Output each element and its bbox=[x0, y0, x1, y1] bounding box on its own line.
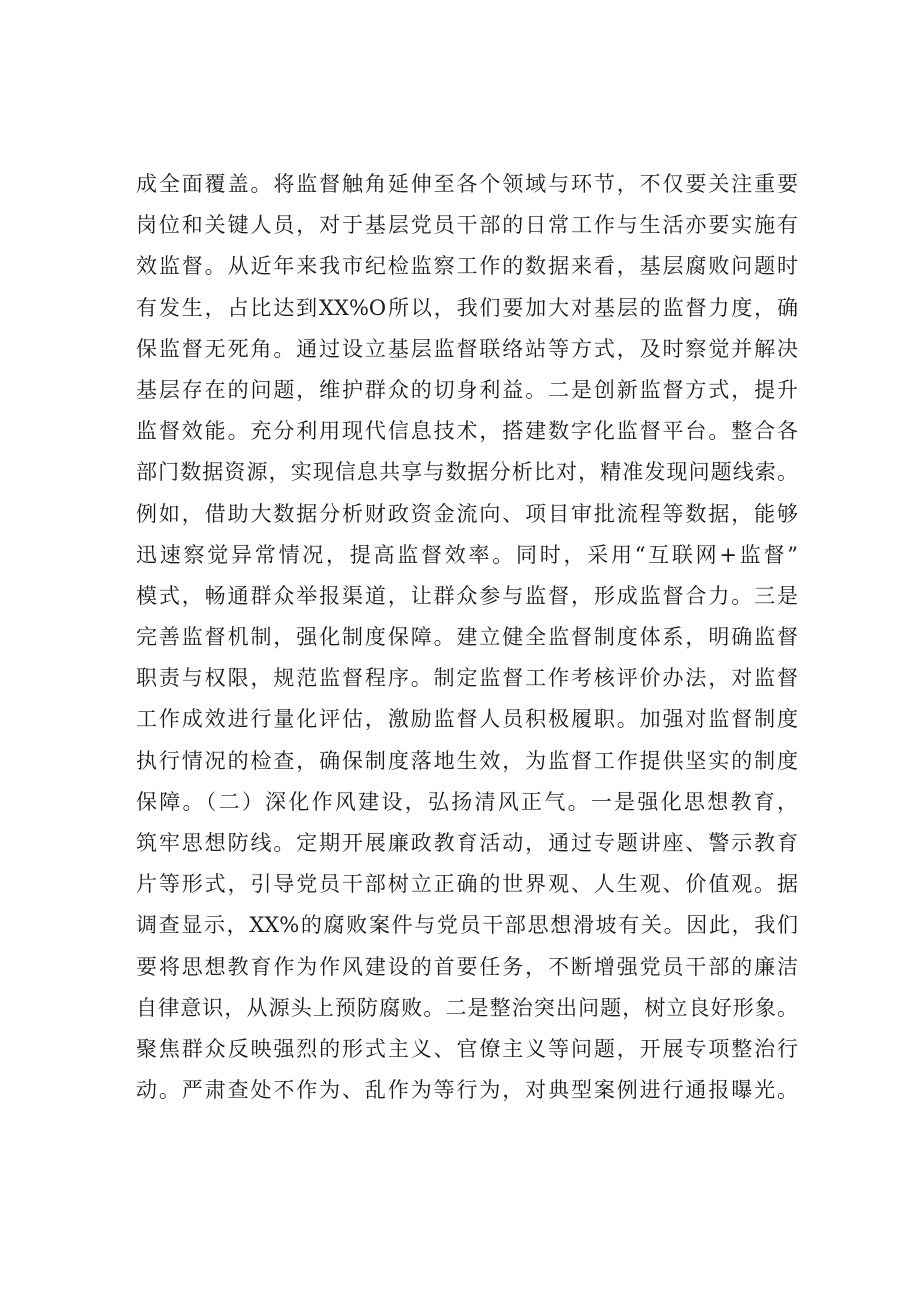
text-line: 动。严肃查处不作为、乱作为等行为，对典型案例进行通报曝光。 bbox=[136, 1078, 798, 1103]
text-line: 调查显示，XX%的腐败案件与党员干部思想滑坡有关。因此，我们 bbox=[136, 913, 798, 938]
text-line: 有发生，占比达到XX%O所以，我们要加大对基层的监督力度，确 bbox=[136, 295, 798, 320]
text-line: 基层存在的问题，维护群众的切身利益。二是创新监督方式，提升 bbox=[136, 377, 798, 402]
text-line: 效监督。从近年来我市纪检监察工作的数据来看，基层腐败问题时 bbox=[136, 254, 798, 279]
text-line: 完善监督机制，强化制度保障。建立健全监督制度体系，明确监督 bbox=[136, 625, 798, 650]
text-line: 成全面覆盖。将监督触角延伸至各个领域与环节，不仅要关注重要 bbox=[136, 172, 798, 196]
text-line: 例如，借助大数据分析财政资金流向、项目审批流程等数据，能够 bbox=[136, 501, 798, 526]
text-line: 职责与权限，规范监督程序。制定监督工作考核评价办法，对监督 bbox=[136, 666, 798, 691]
text-line: 岗位和关键人员，对于基层党员干部的日常工作与生活亦要实施有 bbox=[136, 213, 798, 238]
text-line: 片等形式，引导党员干部树立正确的世界观、人生观、价值观。据 bbox=[136, 872, 798, 897]
text-line: 自律意识，从源头上预防腐败。二是整治突出问题，树立良好形象。 bbox=[136, 995, 798, 1020]
text-line: 迅速察觉异常情况，提高监督效率。同时，采用“互联网+监督” bbox=[136, 542, 798, 567]
text-line: 聚焦群众反映强烈的形式主义、官僚主义等问题，开展专项整治行 bbox=[136, 1036, 798, 1061]
body-text bbox=[136, 164, 798, 1111]
text-line: 模式，畅通群众举报渠道，让群众参与监督，形成监督合力。三是 bbox=[136, 583, 798, 608]
text-line: 工作成效进行量化评估，激励监督人员积极履职。加强对监督制度 bbox=[136, 707, 798, 732]
text-line: 部门数据资源，实现信息共享与数据分析比对，精准发现问题线索。 bbox=[136, 460, 798, 485]
text-line: 监督效能。充分利用现代信息技术，搭建数字化监督平台。整合各 bbox=[136, 419, 798, 444]
text-line: 保障。（二）深化作风建设，弘扬清风正气。一是强化思想教育， bbox=[136, 789, 798, 814]
text-line: 要将思想教育作为作风建设的首要任务，不断增强党员干部的廉洁 bbox=[136, 954, 798, 979]
text-line: 筑牢思想防线。定期开展廉政教育活动，通过专题讲座、警示教育 bbox=[136, 831, 798, 855]
text-line: 执行情况的检查，确保制度落地生效，为监督工作提供坚实的制度 bbox=[136, 748, 798, 773]
text-line: 保监督无死角。通过设立基层监督联络站等方式，及时察觉并解决 bbox=[136, 336, 798, 361]
